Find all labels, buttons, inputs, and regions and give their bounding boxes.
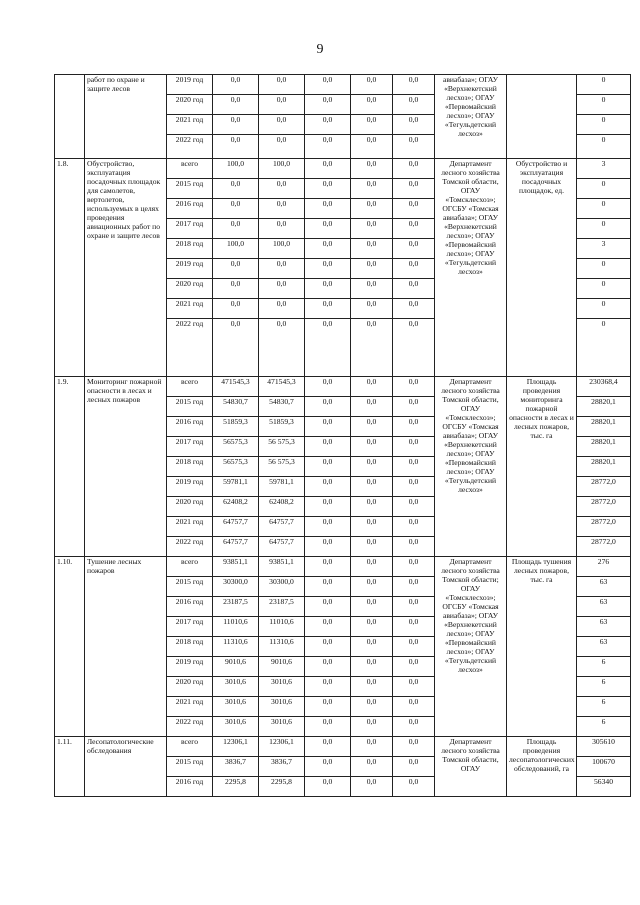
extrabudget-cell: 0,0 (393, 497, 435, 517)
federal-cell: 0,0 (259, 95, 305, 115)
total-cell: 0,0 (213, 75, 259, 95)
local-cell: 0,0 (351, 239, 393, 259)
total-cell: 0,0 (213, 115, 259, 135)
federal-cell: 3010,6 (259, 717, 305, 737)
regional-cell: 0,0 (305, 677, 351, 697)
regional-cell: 0,0 (305, 757, 351, 777)
indicator-value: 28820,1 (577, 397, 631, 417)
federal-cell: 93851,1 (259, 557, 305, 577)
total-cell: 56575,3 (213, 457, 259, 477)
table-row (55, 377, 631, 397)
extrabudget-cell: 0,0 (393, 517, 435, 537)
extrabudget-cell: 0,0 (393, 135, 435, 159)
activity-name: Обустройство, эксплуатация посадочных площадок для самолетов, вертолетов, используемых в целях проведения авиационных работ по охране и защите лесов (85, 159, 167, 377)
federal-cell: 30300,0 (259, 577, 305, 597)
total-cell: 23187,5 (213, 597, 259, 617)
indicator-value: 6 (577, 717, 631, 737)
indicator-value: 0 (577, 75, 631, 95)
regional-cell: 0,0 (305, 299, 351, 319)
total-cell: 2295,8 (213, 777, 259, 797)
period-cell: 2017 год (167, 219, 213, 239)
regional-cell: 0,0 (305, 417, 351, 437)
indicator-value: 0 (577, 95, 631, 115)
period-cell: 2017 год (167, 437, 213, 457)
period-cell: всего (167, 557, 213, 577)
regional-cell: 0,0 (305, 159, 351, 179)
federal-cell: 56 575,3 (259, 437, 305, 457)
local-cell: 0,0 (351, 319, 393, 377)
total-cell: 56575,3 (213, 437, 259, 457)
federal-cell: 59781,1 (259, 477, 305, 497)
period-cell: 2022 год (167, 135, 213, 159)
federal-cell: 3010,6 (259, 697, 305, 717)
indicator-value: 28772,0 (577, 537, 631, 557)
federal-cell: 56 575,3 (259, 457, 305, 477)
federal-cell: 3010,6 (259, 677, 305, 697)
extrabudget-cell: 0,0 (393, 95, 435, 115)
table-row (55, 159, 631, 179)
regional-cell: 0,0 (305, 637, 351, 657)
extrabudget-cell: 0,0 (393, 577, 435, 597)
extrabudget-cell: 0,0 (393, 597, 435, 617)
regional-cell: 0,0 (305, 617, 351, 637)
extrabudget-cell: 0,0 (393, 617, 435, 637)
total-cell: 0,0 (213, 299, 259, 319)
period-cell: всего (167, 159, 213, 179)
period-cell: 2021 год (167, 697, 213, 717)
indicator-value: 0 (577, 299, 631, 319)
local-cell: 0,0 (351, 179, 393, 199)
local-cell: 0,0 (351, 617, 393, 637)
activity-name: Тушение лесных пожаров (85, 557, 167, 737)
federal-cell: 62408,2 (259, 497, 305, 517)
period-cell: 2018 год (167, 239, 213, 259)
federal-cell: 100,0 (259, 239, 305, 259)
local-cell: 0,0 (351, 95, 393, 115)
local-cell: 0,0 (351, 637, 393, 657)
period-cell: 2022 год (167, 537, 213, 557)
federal-cell: 9010,6 (259, 657, 305, 677)
local-cell: 0,0 (351, 135, 393, 159)
indicator-name: Площадь проведения лесопатологических обследований, га (507, 737, 577, 797)
table-body (55, 75, 631, 797)
indicator-value: 100670 (577, 757, 631, 777)
federal-cell: 23187,5 (259, 597, 305, 617)
extrabudget-cell: 0,0 (393, 457, 435, 477)
row-number (55, 75, 85, 159)
local-cell: 0,0 (351, 477, 393, 497)
executor-cell: авиабаза»; ОГАУ «Верхнекетский лесхоз»; ОГАУ «Первомайский лесхоз»; ОГАУ «Тегульдетский лесхоз» (435, 75, 507, 159)
local-cell: 0,0 (351, 717, 393, 737)
executor-cell: Департамент лесного хозяйства Томской области, ОГАУ «Томсклесхоз»; ОГСБУ «Томская авиабаза»; ОГАУ «Верхнекетский лесхоз»; ОГАУ «Первомайский лесхоз»; ОГАУ «Тегульдетский лесхоз» (435, 377, 507, 557)
table-row (55, 557, 631, 577)
extrabudget-cell: 0,0 (393, 677, 435, 697)
local-cell: 0,0 (351, 777, 393, 797)
total-cell: 0,0 (213, 219, 259, 239)
federal-cell: 11010,6 (259, 617, 305, 637)
indicator-value: 276 (577, 557, 631, 577)
period-cell: 2016 год (167, 777, 213, 797)
extrabudget-cell: 0,0 (393, 637, 435, 657)
regional-cell: 0,0 (305, 259, 351, 279)
extrabudget-cell: 0,0 (393, 319, 435, 377)
federal-cell: 12306,1 (259, 737, 305, 757)
regional-cell: 0,0 (305, 319, 351, 377)
total-cell: 3010,6 (213, 717, 259, 737)
period-cell: 2020 год (167, 95, 213, 115)
total-cell: 0,0 (213, 259, 259, 279)
period-cell: 2015 год (167, 179, 213, 199)
indicator-value: 28820,1 (577, 437, 631, 457)
total-cell: 64757,7 (213, 517, 259, 537)
local-cell: 0,0 (351, 115, 393, 135)
extrabudget-cell: 0,0 (393, 557, 435, 577)
regional-cell: 0,0 (305, 95, 351, 115)
regional-cell: 0,0 (305, 377, 351, 397)
regional-cell: 0,0 (305, 657, 351, 677)
period-cell: 2020 год (167, 279, 213, 299)
period-cell: всего (167, 377, 213, 397)
period-cell: 2022 год (167, 717, 213, 737)
indicator-value: 28820,1 (577, 457, 631, 477)
regional-cell: 0,0 (305, 777, 351, 797)
regional-cell: 0,0 (305, 239, 351, 259)
indicator-value: 6 (577, 677, 631, 697)
row-number: 1.9. (55, 377, 85, 557)
total-cell: 100,0 (213, 239, 259, 259)
federal-cell: 471545,3 (259, 377, 305, 397)
page-number: 9 (316, 42, 324, 57)
extrabudget-cell: 0,0 (393, 657, 435, 677)
total-cell: 0,0 (213, 199, 259, 219)
indicator-value: 0 (577, 115, 631, 135)
indicator-value: 305610 (577, 737, 631, 757)
extrabudget-cell: 0,0 (393, 397, 435, 417)
total-cell: 11310,6 (213, 637, 259, 657)
regional-cell: 0,0 (305, 697, 351, 717)
regional-cell: 0,0 (305, 75, 351, 95)
federal-cell: 3836,7 (259, 757, 305, 777)
regional-cell: 0,0 (305, 457, 351, 477)
indicator-name: Площадь тушения лесных пожаров, тыс. га (507, 557, 577, 737)
period-cell: 2015 год (167, 577, 213, 597)
regional-cell: 0,0 (305, 517, 351, 537)
indicator-name: Обустройство и эксплуатация посадочных площадок, ед. (507, 159, 577, 377)
period-cell: 2015 год (167, 757, 213, 777)
regional-cell: 0,0 (305, 179, 351, 199)
indicator-value: 63 (577, 617, 631, 637)
extrabudget-cell: 0,0 (393, 697, 435, 717)
activity-name: Лесопатологические обследования (85, 737, 167, 797)
extrabudget-cell: 0,0 (393, 777, 435, 797)
local-cell: 0,0 (351, 299, 393, 319)
period-cell: 2016 год (167, 417, 213, 437)
table-row (55, 737, 631, 757)
local-cell: 0,0 (351, 279, 393, 299)
federal-cell: 0,0 (259, 219, 305, 239)
federal-cell: 0,0 (259, 135, 305, 159)
row-number: 1.8. (55, 159, 85, 377)
indicator-value: 28820,1 (577, 417, 631, 437)
indicator-value: 0 (577, 219, 631, 239)
indicator-value: 28772,0 (577, 497, 631, 517)
regional-cell: 0,0 (305, 199, 351, 219)
executor-cell: Департамент лесного хозяйства Томской области, ОГАУ «Томсклесхоз»; ОГСБУ «Томская авиабаза»; ОГАУ «Верхнекетский лесхоз»; ОГАУ «Первомайский лесхоз»; ОГАУ «Тегульдетский лесхоз» (435, 159, 507, 377)
total-cell: 30300,0 (213, 577, 259, 597)
regional-cell: 0,0 (305, 397, 351, 417)
indicator-value: 3 (577, 159, 631, 179)
extrabudget-cell: 0,0 (393, 437, 435, 457)
period-cell: 2022 год (167, 319, 213, 377)
indicator-name: Площадь проведения мониторинга пожарной опасности в лесах и лесных пожаров, тыс. га (507, 377, 577, 557)
row-number: 1.11. (55, 737, 85, 797)
extrabudget-cell: 0,0 (393, 239, 435, 259)
local-cell: 0,0 (351, 697, 393, 717)
local-cell: 0,0 (351, 657, 393, 677)
local-cell: 0,0 (351, 557, 393, 577)
total-cell: 100,0 (213, 159, 259, 179)
indicator-value: 6 (577, 697, 631, 717)
federal-cell: 2295,8 (259, 777, 305, 797)
regional-cell: 0,0 (305, 737, 351, 757)
period-cell: 2021 год (167, 299, 213, 319)
total-cell: 3010,6 (213, 697, 259, 717)
indicator-value: 0 (577, 259, 631, 279)
total-cell: 93851,1 (213, 557, 259, 577)
regional-cell: 0,0 (305, 279, 351, 299)
extrabudget-cell: 0,0 (393, 417, 435, 437)
period-cell: 2017 год (167, 617, 213, 637)
federal-cell: 11310,6 (259, 637, 305, 657)
total-cell: 3836,7 (213, 757, 259, 777)
extrabudget-cell: 0,0 (393, 737, 435, 757)
extrabudget-cell: 0,0 (393, 377, 435, 397)
regional-cell: 0,0 (305, 597, 351, 617)
total-cell: 11010,6 (213, 617, 259, 637)
indicator-value: 0 (577, 179, 631, 199)
extrabudget-cell: 0,0 (393, 259, 435, 279)
indicator-value: 0 (577, 199, 631, 219)
executor-cell: Департамент лесного хозяйства Томской области; ОГАУ «Томсклесхоз»; ОГСБУ «Томская авиабаза»; ОГАУ «Верхнекетский лесхоз»; ОГАУ «Первомайский лесхоз»; ОГАУ «Тегульдетский лесхоз» (435, 557, 507, 737)
regional-cell: 0,0 (305, 557, 351, 577)
federal-cell: 0,0 (259, 179, 305, 199)
regional-cell: 0,0 (305, 135, 351, 159)
local-cell: 0,0 (351, 417, 393, 437)
local-cell: 0,0 (351, 737, 393, 757)
extrabudget-cell: 0,0 (393, 75, 435, 95)
period-cell: 2019 год (167, 259, 213, 279)
federal-cell: 54830,7 (259, 397, 305, 417)
period-cell: всего (167, 737, 213, 757)
federal-cell: 0,0 (259, 115, 305, 135)
local-cell: 0,0 (351, 757, 393, 777)
period-cell: 2015 год (167, 397, 213, 417)
activity-name: работ по охране и защите лесов (85, 75, 167, 159)
table-row (55, 75, 631, 95)
federal-cell: 0,0 (259, 259, 305, 279)
period-cell: 2016 год (167, 199, 213, 219)
federal-cell: 100,0 (259, 159, 305, 179)
federal-cell: 0,0 (259, 299, 305, 319)
indicator-value: 0 (577, 135, 631, 159)
extrabudget-cell: 0,0 (393, 159, 435, 179)
extrabudget-cell: 0,0 (393, 477, 435, 497)
federal-cell: 0,0 (259, 319, 305, 377)
period-cell: 2018 год (167, 457, 213, 477)
indicator-value: 28772,0 (577, 517, 631, 537)
local-cell: 0,0 (351, 199, 393, 219)
local-cell: 0,0 (351, 497, 393, 517)
federal-cell: 0,0 (259, 199, 305, 219)
extrabudget-cell: 0,0 (393, 199, 435, 219)
total-cell: 54830,7 (213, 397, 259, 417)
regional-cell: 0,0 (305, 577, 351, 597)
local-cell: 0,0 (351, 259, 393, 279)
indicator-name (507, 75, 577, 159)
local-cell: 0,0 (351, 597, 393, 617)
indicator-value: 0 (577, 279, 631, 299)
regional-cell: 0,0 (305, 437, 351, 457)
total-cell: 0,0 (213, 179, 259, 199)
extrabudget-cell: 0,0 (393, 115, 435, 135)
local-cell: 0,0 (351, 677, 393, 697)
local-cell: 0,0 (351, 377, 393, 397)
activity-name: Мониторинг пожарной опасности в лесах и лесных пожаров (85, 377, 167, 557)
federal-cell: 64757,7 (259, 537, 305, 557)
regional-cell: 0,0 (305, 717, 351, 737)
indicator-value: 0 (577, 319, 631, 377)
local-cell: 0,0 (351, 517, 393, 537)
local-cell: 0,0 (351, 397, 393, 417)
indicator-value: 63 (577, 577, 631, 597)
total-cell: 12306,1 (213, 737, 259, 757)
extrabudget-cell: 0,0 (393, 219, 435, 239)
total-cell: 0,0 (213, 95, 259, 115)
extrabudget-cell: 0,0 (393, 179, 435, 199)
federal-cell: 0,0 (259, 75, 305, 95)
federal-cell: 64757,7 (259, 517, 305, 537)
indicator-value: 6 (577, 657, 631, 677)
indicator-value: 56340 (577, 777, 631, 797)
total-cell: 0,0 (213, 319, 259, 377)
local-cell: 0,0 (351, 577, 393, 597)
row-number: 1.10. (55, 557, 85, 737)
extrabudget-cell: 0,0 (393, 279, 435, 299)
total-cell: 471545,3 (213, 377, 259, 397)
local-cell: 0,0 (351, 537, 393, 557)
local-cell: 0,0 (351, 159, 393, 179)
indicator-value: 230368,4 (577, 377, 631, 397)
period-cell: 2020 год (167, 677, 213, 697)
federal-cell: 51859,3 (259, 417, 305, 437)
total-cell: 0,0 (213, 279, 259, 299)
total-cell: 51859,3 (213, 417, 259, 437)
period-cell: 2019 год (167, 657, 213, 677)
indicator-value: 28772,0 (577, 477, 631, 497)
regional-cell: 0,0 (305, 219, 351, 239)
local-cell: 0,0 (351, 75, 393, 95)
period-cell: 2018 год (167, 637, 213, 657)
total-cell: 3010,6 (213, 677, 259, 697)
period-cell: 2019 год (167, 75, 213, 95)
period-cell: 2021 год (167, 517, 213, 537)
regional-cell: 0,0 (305, 537, 351, 557)
indicator-value: 63 (577, 597, 631, 617)
period-cell: 2021 год (167, 115, 213, 135)
period-cell: 2016 год (167, 597, 213, 617)
extrabudget-cell: 0,0 (393, 757, 435, 777)
regional-cell: 0,0 (305, 497, 351, 517)
program-table (54, 74, 631, 797)
total-cell: 59781,1 (213, 477, 259, 497)
indicator-value: 3 (577, 239, 631, 259)
regional-cell: 0,0 (305, 115, 351, 135)
period-cell: 2019 год (167, 477, 213, 497)
total-cell: 64757,7 (213, 537, 259, 557)
extrabudget-cell: 0,0 (393, 717, 435, 737)
total-cell: 0,0 (213, 135, 259, 159)
executor-cell: Департамент лесного хозяйства Томской области, ОГАУ (435, 737, 507, 797)
period-cell: 2020 год (167, 497, 213, 517)
local-cell: 0,0 (351, 219, 393, 239)
extrabudget-cell: 0,0 (393, 299, 435, 319)
indicator-value: 63 (577, 637, 631, 657)
total-cell: 9010,6 (213, 657, 259, 677)
local-cell: 0,0 (351, 457, 393, 477)
total-cell: 62408,2 (213, 497, 259, 517)
local-cell: 0,0 (351, 437, 393, 457)
federal-cell: 0,0 (259, 279, 305, 299)
regional-cell: 0,0 (305, 477, 351, 497)
extrabudget-cell: 0,0 (393, 537, 435, 557)
